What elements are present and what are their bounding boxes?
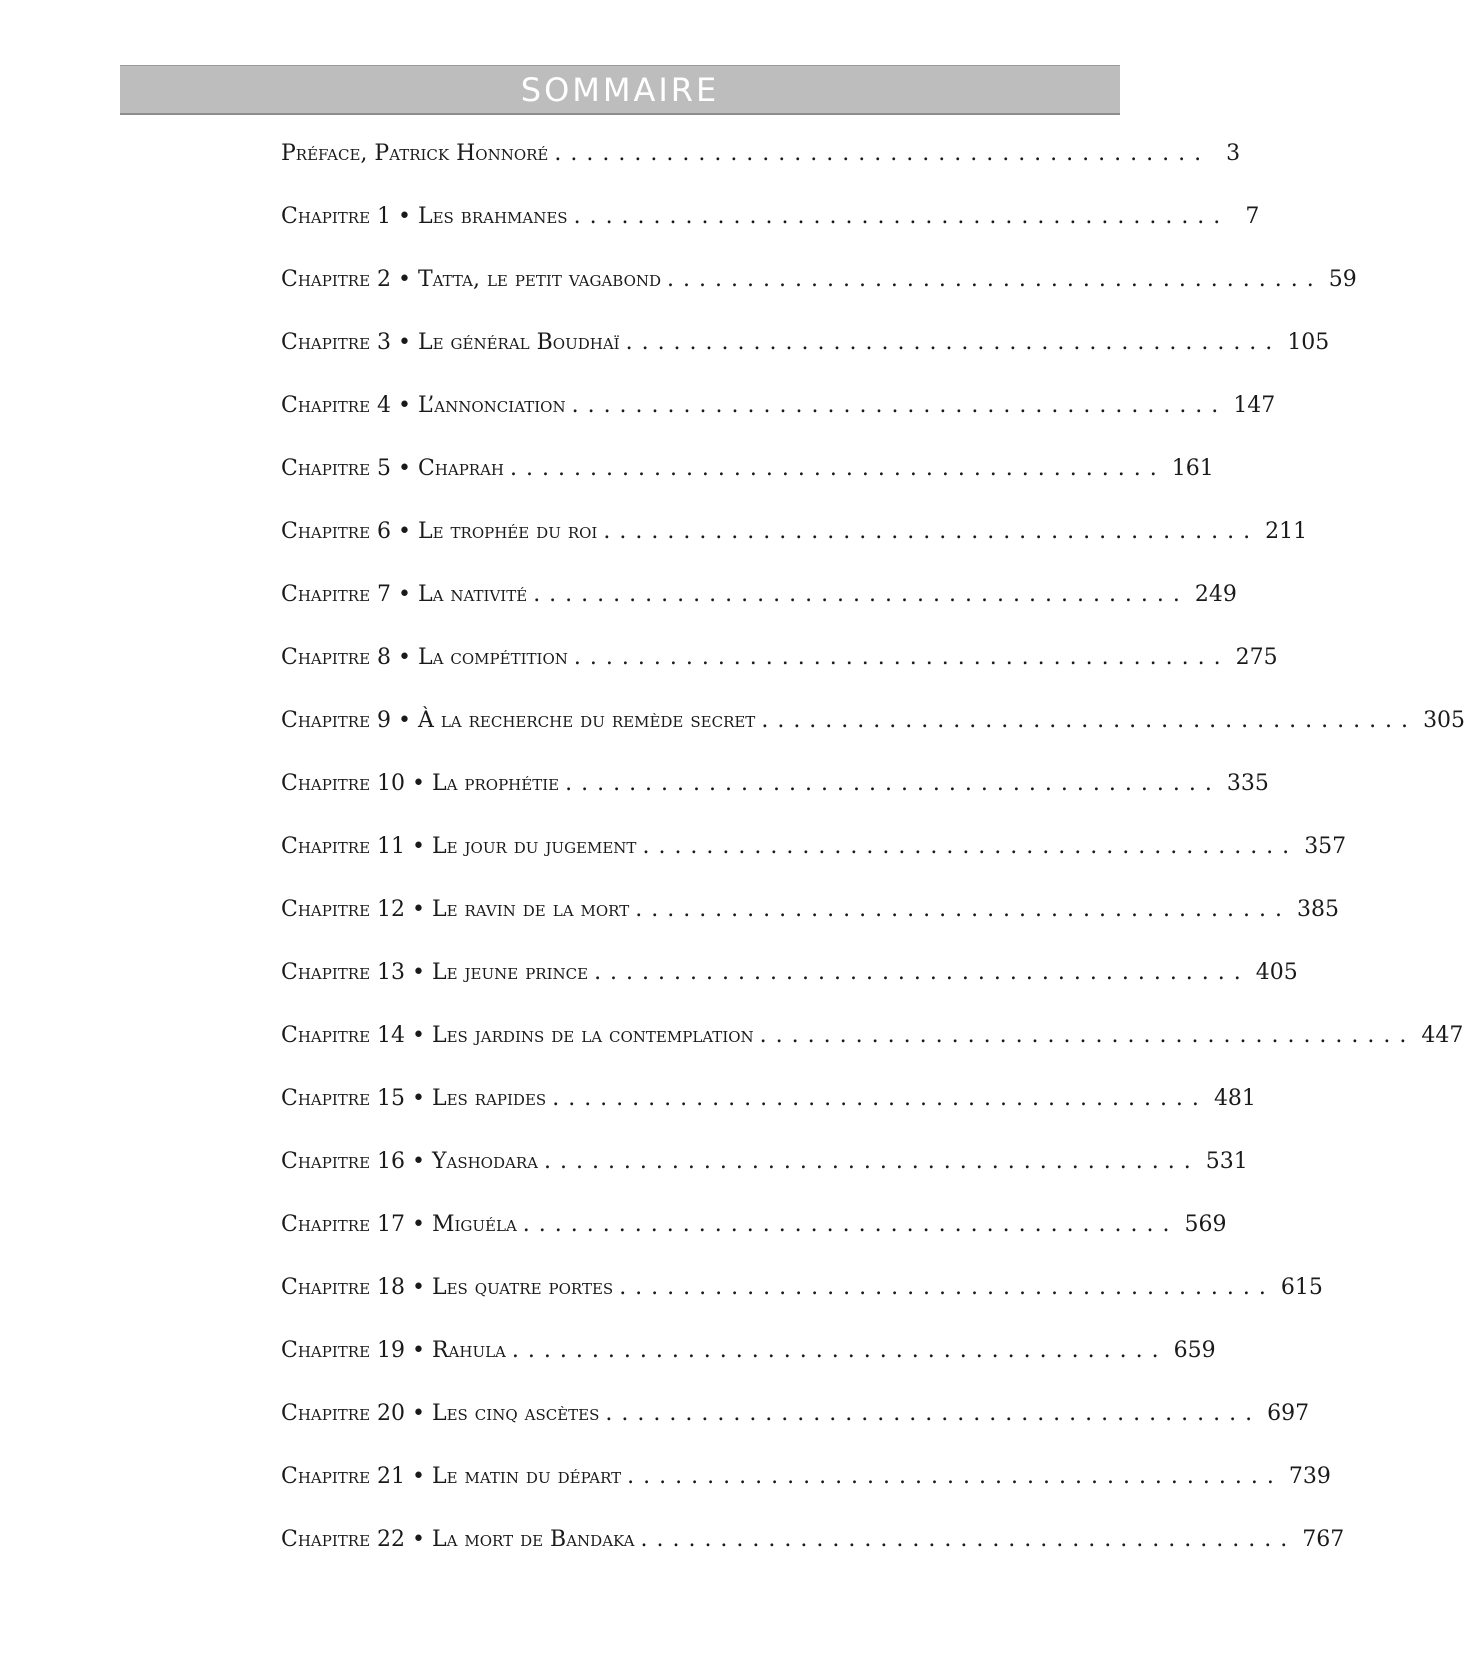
toc-entry-page: 275 xyxy=(1235,645,1278,670)
toc-entry-page: 3 xyxy=(1226,141,1241,166)
toc-entry-page: 211 xyxy=(1265,519,1308,544)
toc-entry-title: Chapitre 22 • La mort de Bandaka xyxy=(281,1527,635,1552)
toc-entry-title: Chapitre 17 • Miguéla xyxy=(281,1212,517,1237)
toc-entry-title: Chapitre 16 • Yashodara xyxy=(281,1149,538,1174)
toc-entry-page: 697 xyxy=(1267,1401,1310,1426)
toc-entry xyxy=(281,1149,1248,1212)
dot-leader: ......................................... xyxy=(533,582,1189,607)
toc-entry-title: Chapitre 1 • Les brahmanes xyxy=(281,204,568,229)
toc-entry-page: 305 xyxy=(1423,708,1465,733)
dot-leader: ......................................... xyxy=(543,1149,1200,1174)
toc-entry-page: 569 xyxy=(1184,1212,1227,1237)
toc-entry xyxy=(281,330,1330,393)
toc-entry xyxy=(281,897,1339,960)
toc-entry-page: 405 xyxy=(1255,960,1298,985)
dot-leader: ......................................... xyxy=(761,708,1418,733)
toc-entry-page: 447 xyxy=(1421,1023,1464,1048)
toc-entry-title: Chapitre 6 • Le trophée du roi xyxy=(281,519,598,544)
dot-leader: ......................................... xyxy=(619,1275,1275,1300)
toc-entry-page: 385 xyxy=(1296,897,1339,922)
toc-entry-page: 249 xyxy=(1194,582,1237,607)
dot-leader: ......................................... xyxy=(605,1401,1262,1426)
dot-leader: ......................................... xyxy=(640,1527,1297,1552)
toc-entry-title: Chapitre 8 • La compétition xyxy=(281,645,568,670)
toc-entry-page: 335 xyxy=(1226,771,1269,796)
page-title: SOMMAIRE xyxy=(520,71,720,109)
toc-entry xyxy=(281,141,1241,204)
toc-entry xyxy=(281,267,1357,330)
toc-entry xyxy=(281,960,1298,1023)
dot-leader: ......................................... xyxy=(594,960,1250,985)
toc-entry xyxy=(281,204,1260,267)
toc-entry-title: Chapitre 20 • Les cinq ascètes xyxy=(281,1401,600,1426)
toc-entry-page: 531 xyxy=(1205,1149,1248,1174)
toc-entry-page: 659 xyxy=(1173,1338,1216,1363)
dot-leader: ......................................... xyxy=(571,393,1228,418)
dot-leader: ......................................... xyxy=(510,456,1166,481)
toc-entry-page: 767 xyxy=(1302,1527,1345,1552)
toc-entry xyxy=(281,1338,1216,1401)
toc-entry-title: Chapitre 18 • Les quatre portes xyxy=(281,1275,614,1300)
toc-entry-page: 59 xyxy=(1328,267,1357,292)
toc-entry-page: 481 xyxy=(1213,1086,1256,1111)
toc-entry xyxy=(281,393,1276,456)
toc-entry-page: 161 xyxy=(1171,456,1214,481)
toc-entry xyxy=(281,1527,1345,1590)
toc-entry xyxy=(281,645,1278,708)
toc-entry-page: 739 xyxy=(1288,1464,1331,1489)
toc-entry-page: 105 xyxy=(1287,330,1330,355)
toc-entry xyxy=(281,582,1237,645)
toc-entry xyxy=(281,1086,1256,1149)
toc-entry xyxy=(281,1023,1464,1086)
toc-entry-title: Chapitre 10 • La prophétie xyxy=(281,771,560,796)
toc-entry-title: Chapitre 12 • Le ravin de la mort xyxy=(281,897,630,922)
toc-entry xyxy=(281,1212,1227,1275)
dot-leader: ......................................... xyxy=(552,1086,1208,1111)
toc-entry-title: Chapitre 9 • À la recherche du remède secret xyxy=(281,708,756,733)
dot-leader: ......................................... xyxy=(642,834,1299,859)
toc-entry xyxy=(281,456,1214,519)
toc-entry-title: Chapitre 4 • L’annonciation xyxy=(281,393,566,418)
toc-entry-page: 357 xyxy=(1304,834,1347,859)
toc-entry-title: Chapitre 13 • Le jeune prince xyxy=(281,960,589,985)
toc-entry-title: Chapitre 19 • Rahula xyxy=(281,1338,506,1363)
header-bar xyxy=(120,65,1120,115)
toc-entry xyxy=(281,1464,1331,1527)
dot-leader: ......................................... xyxy=(565,771,1221,796)
toc-entry-page: 7 xyxy=(1245,204,1260,229)
dot-leader: ......................................... xyxy=(635,897,1291,922)
dot-leader: ......................................... xyxy=(573,645,1230,670)
toc-entry xyxy=(281,834,1347,897)
toc-entry-title: Chapitre 2 • Tatta, le petit vagabond xyxy=(281,267,662,292)
dot-leader: ......................................... xyxy=(759,1023,1416,1048)
toc-entry xyxy=(281,708,1465,771)
toc-entry xyxy=(281,519,1308,582)
dot-leader: ......................................... xyxy=(667,267,1323,292)
toc-entry-page: 615 xyxy=(1280,1275,1323,1300)
dot-leader: ......................................... xyxy=(603,519,1260,544)
toc-entry-title: Chapitre 21 • Le matin du départ xyxy=(281,1464,622,1489)
toc-entry-title: Chapitre 5 • Chaprah xyxy=(281,456,505,481)
table-of-contents xyxy=(281,141,1465,1590)
toc-entry-title: Chapitre 7 • La nativité xyxy=(281,582,528,607)
dot-leader: ......................................... xyxy=(554,141,1211,166)
toc-entry xyxy=(281,1275,1323,1338)
toc-entry-title: Préface, Patrick Honnoré xyxy=(281,141,549,166)
toc-entry xyxy=(281,771,1269,834)
toc-entry-title: Chapitre 3 • Le général Boudhaï xyxy=(281,330,620,355)
dot-leader: ......................................... xyxy=(511,1338,1168,1363)
dot-leader: ......................................... xyxy=(627,1464,1283,1489)
toc-entry-page: 147 xyxy=(1233,393,1276,418)
toc-entry-title: Chapitre 14 • Les jardins de la contemplation xyxy=(281,1023,754,1048)
dot-leader: ......................................... xyxy=(625,330,1282,355)
toc-entry-title: Chapitre 11 • Le jour du jugement xyxy=(281,834,637,859)
toc-entry xyxy=(281,1401,1310,1464)
toc-entry-title: Chapitre 15 • Les rapides xyxy=(281,1086,547,1111)
dot-leader: ......................................... xyxy=(522,1212,1179,1237)
dot-leader: ......................................... xyxy=(573,204,1230,229)
